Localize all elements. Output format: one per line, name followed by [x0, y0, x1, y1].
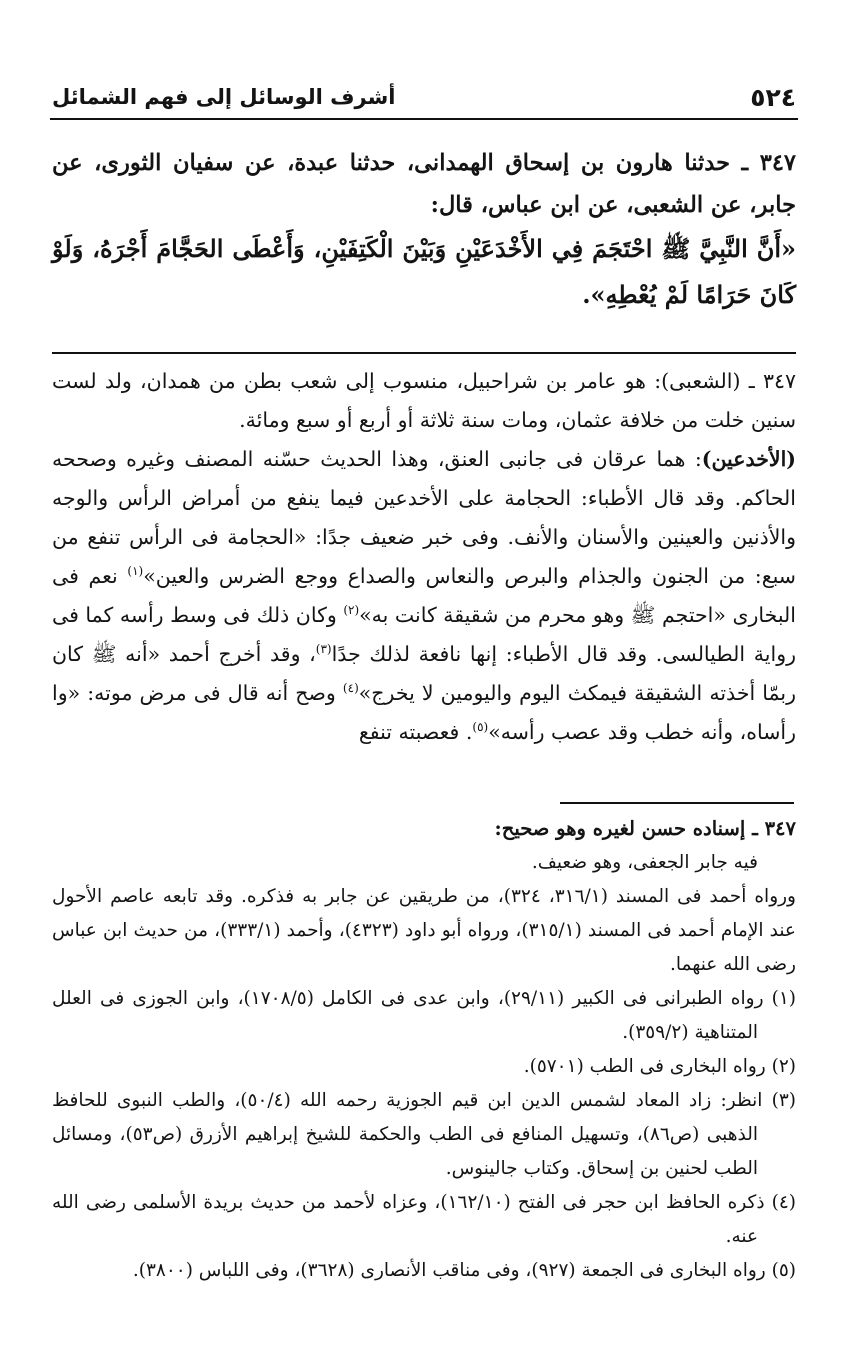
footnote-ref[interactable]: (٤) — [342, 681, 359, 696]
hadith-text — [52, 142, 796, 318]
commentary-paragraph-1: ٣٤٧ ـ (الشعبى): هو عامر بن شراحبيل، منسوب إلى شعب بطن من همدان، ولد لست سنين خلت من خلافة عثمان، ومات سنة ثلاثة أو أربع أو سبع ومائة. — [52, 369, 796, 432]
term-label: (الأخدعين) — [701, 447, 796, 471]
footnote-ref[interactable]: (٣) — [315, 642, 332, 657]
commentary-text: : هما عرقان فى جانبى العنق، وهذا الحديث حسّنه المصنف وغيره وصححه الحاكم. وقد قال الأطباء: الحجامة على الأخدعين فيما ينفع من أمراض الرأس والوجه والأذنين والعينين والأسنان والأنف. وفى خبر ضعيف جدًا: «الحجامة فى الرأس تنفع من سبع: من الجنون والجذام والبرص والنعاس والصداع ووجع الضرس والعين» — [52, 447, 796, 588]
footnote-5: (٥) رواه البخارى فى الجمعة (٩٢٧)، وفى مناقب الأنصارى (٣٦٢٨)، وفى اللباس (٣٨٠٠). — [132, 1260, 796, 1281]
footnote-rule — [560, 802, 794, 804]
commentary — [52, 362, 796, 752]
footnote-4: (٤) ذكره الحافظ ابن حجر فى الفتح (١٦٢/١٠)، وعزاه لأحمد من حديث بريدة الأسلمى رضى الله عنه. — [52, 1192, 796, 1247]
commentary-text: وصح أنه قال فى مرض موته: «وا رأساه، وأنه خطب وقد عصب رأسه» — [52, 681, 796, 744]
commentary-text: . فعصبته تنفع — [358, 720, 473, 744]
commentary-text: وكان ذلك فى وسط رأسه كما فى رواية الطيالسى. وقد قال الأطباء: إنها نافعة لذلك جدًا — [52, 603, 796, 666]
section-divider — [52, 352, 796, 354]
commentary-text: نعم فى البخارى «احتجم ﷺ وهو محرم من شقيقة كانت به» — [52, 564, 797, 627]
grading-note: ورواه أحمد فى المسند (٣١٦/١، ٣٢٤)، من طريقين عن جابر به فذكره. وقد تابعه عاصم الأحول عند الإمام أحمد فى المسند (٣١٥/١)، ورواه أبو داود (٤٣٢٣)، وأحمد (٣٣٣/١)، من حديث ابن عباس رضى الله عنهما. — [52, 886, 796, 975]
footnotes — [52, 812, 796, 1288]
commentary-text: ، وقد أخرج أحمد «أنه ﷺ كان ربمّا أخذته الشقيقة فيمكث اليوم واليومين لا يخرج» — [52, 642, 796, 705]
footnote-ref[interactable]: (٢) — [343, 603, 360, 618]
grading-note: فيه جابر الجعفى، وهو ضعيف. — [531, 852, 758, 873]
page-number: ٥٢٤ — [750, 82, 796, 112]
footnote-ref[interactable]: (٥) — [472, 720, 489, 735]
hadith-isnad: ٣٤٧ ـ حدثنا هارون بن إسحاق الهمدانى، حدثنا عبدة، عن سفيان الثورى، عن جابر، عن الشعبى، عن ابن عباس، قال: — [52, 150, 796, 218]
footnote-3: (٣) انظر: زاد المعاد لشمس الدين ابن قيم الجوزية رحمه الله (٥٠/٤)، والطب النبوى للحافظ الذهبى (ص٨٦)، وتسهيل المنافع فى الطب والحكمة للشيخ إبراهيم الأزرق (ص٥٣)، ومسائل الطب لحنين بن إسحاق. وكتاب جالينوس. — [52, 1090, 796, 1179]
page-header — [52, 80, 796, 114]
footnote-2: (٢) رواه البخارى فى الطب (٥٧٠١). — [523, 1056, 796, 1077]
commentary-paragraph-2 — [52, 440, 796, 752]
footnote-ref[interactable]: (١) — [127, 564, 144, 579]
grading-heading: ٣٤٧ ـ إسناده حسن لغيره وهو صحيح: — [494, 817, 796, 840]
header-rule — [50, 118, 798, 120]
footnote-1: (١) رواه الطبرانى فى الكبير (٢٩/١١)، وابن عدى فى الكامل (١٧٠٨/٥)، وابن الجوزى فى العلل المتناهية (٣٥٩/٢). — [52, 988, 796, 1043]
hadith-matn: «أَنَّ النَّبِيَّ ﷺ احْتَجَمَ فِي الأَخْدَعَيْنِ وَبَيْنَ الْكَتِفَيْنِ، وَأَعْطَى الحَجَّامَ أَجْرَهُ، وَلَوْ كَانَ حَرَامًا لَمْ يُعْطِهِ». — [52, 234, 796, 309]
running-title: أشرف الوسائل إلى فهم الشمائل — [52, 85, 396, 109]
